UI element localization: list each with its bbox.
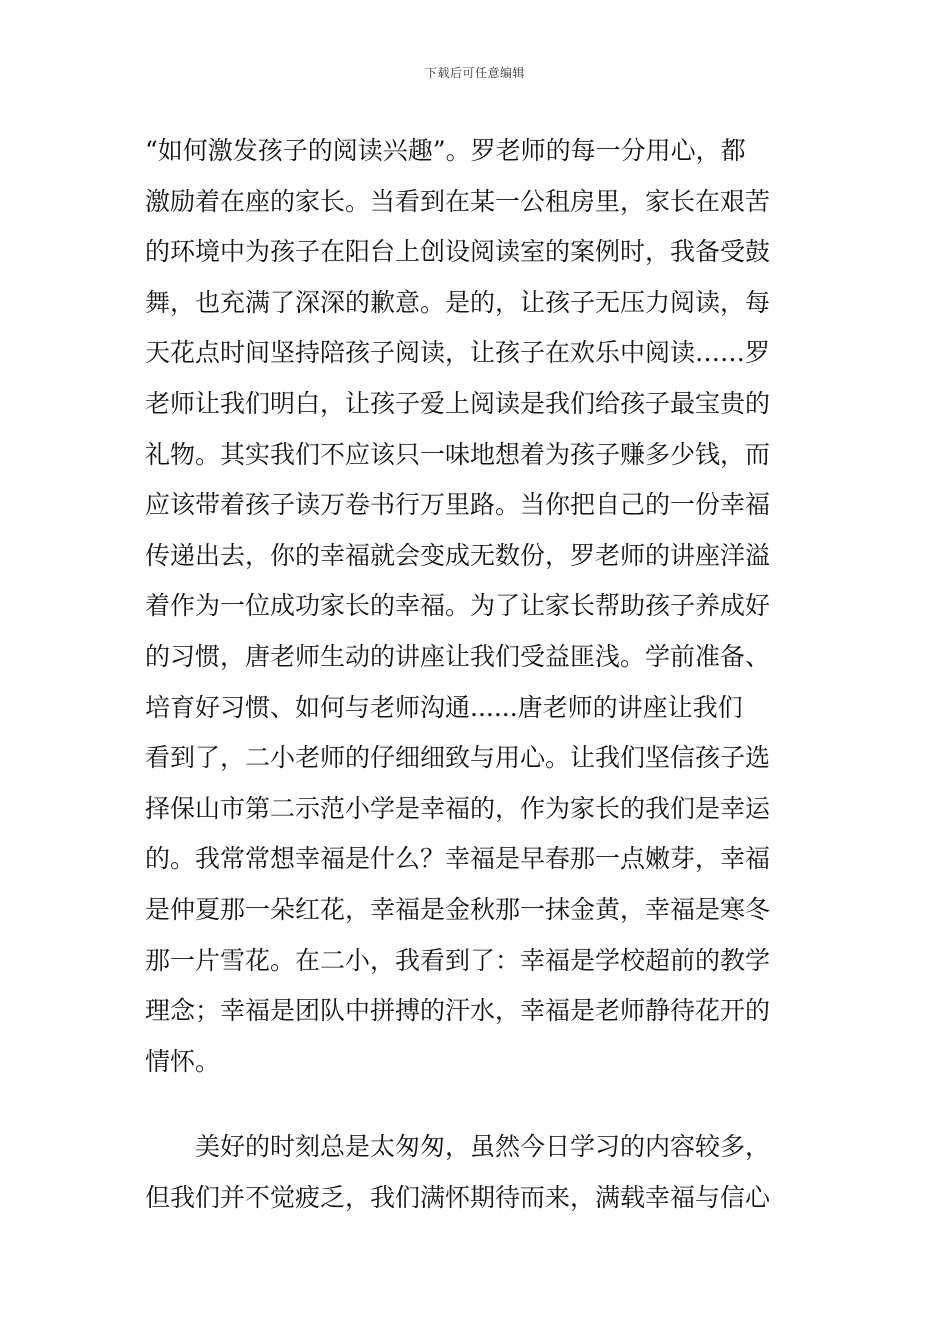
text-line: 着作为一位成功家长的幸福。为了让家长帮助孩子养成好 <box>145 591 771 621</box>
text-line: 天花点时间坚持陪孩子阅读，让孩子在欢乐中阅读……罗 <box>145 338 771 368</box>
text-line: 情怀。 <box>145 1046 221 1076</box>
text-line: 应该带着孩子读万卷书行万里路。当你把自己的一份幸福 <box>145 490 771 520</box>
text-line: 礼物。其实我们不应该只一味地想着为孩子赚多少钱，而 <box>145 439 771 469</box>
paragraph-1 <box>145 126 807 1087</box>
text-line: 择保山市第二示范小学是幸福的，作为家长的我们是幸运 <box>145 793 771 823</box>
text-line: 培育好习惯、如何与老师沟通......唐老师的讲座让我们 <box>145 692 743 722</box>
paragraph-2 <box>145 1122 807 1223</box>
text-line: 是仲夏那一朵红花，幸福是金秋那一抹金黄，幸福是寒冬 <box>145 894 771 924</box>
text-line: 的环境中为孩子在阳台上创设阅读室的案例时，我备受鼓 <box>145 237 771 267</box>
text-line: 看到了，二小老师的仔细细致与用心。让我们坚信孩子选 <box>145 743 771 773</box>
text-line: 的。我常常想幸福是什么？幸福是早春那一点嫩芽，幸福 <box>145 844 771 874</box>
page-header: 下载后可任意编辑 <box>424 66 525 80</box>
text-line: 但我们并不觉疲乏，我们满怀期待而来，满载幸福与信心 <box>145 1182 771 1212</box>
text-line: 传递出去，你的幸福就会变成无数份，罗老师的讲座洋溢 <box>145 540 771 570</box>
text-line: 老师让我们明白，让孩子爱上阅读是我们给孩子最宝贵的 <box>145 388 771 418</box>
text-line: “如何激发孩子的阅读兴趣”。罗老师的每一分用心，都 <box>145 136 746 165</box>
text-line: 的习惯，唐老师生动的讲座让我们受益匪浅。学前准备、 <box>145 641 771 671</box>
text-line: 美好的时刻总是太匆匆，虽然今日学习的内容较多， <box>145 1132 771 1161</box>
text-line: 理念；幸福是团队中拼搏的汗水，幸福是老师静待花开的 <box>145 996 771 1026</box>
text-line: 那一片雪花。在二小，我看到了：幸福是学校超前的教学 <box>145 945 771 975</box>
text-line: 舞，也充满了深深的歉意。是的，让孩子无压力阅读，每 <box>145 287 771 317</box>
text-line: 激励着在座的家长。当看到在某一公租房里，家长在艰苦 <box>145 186 771 216</box>
